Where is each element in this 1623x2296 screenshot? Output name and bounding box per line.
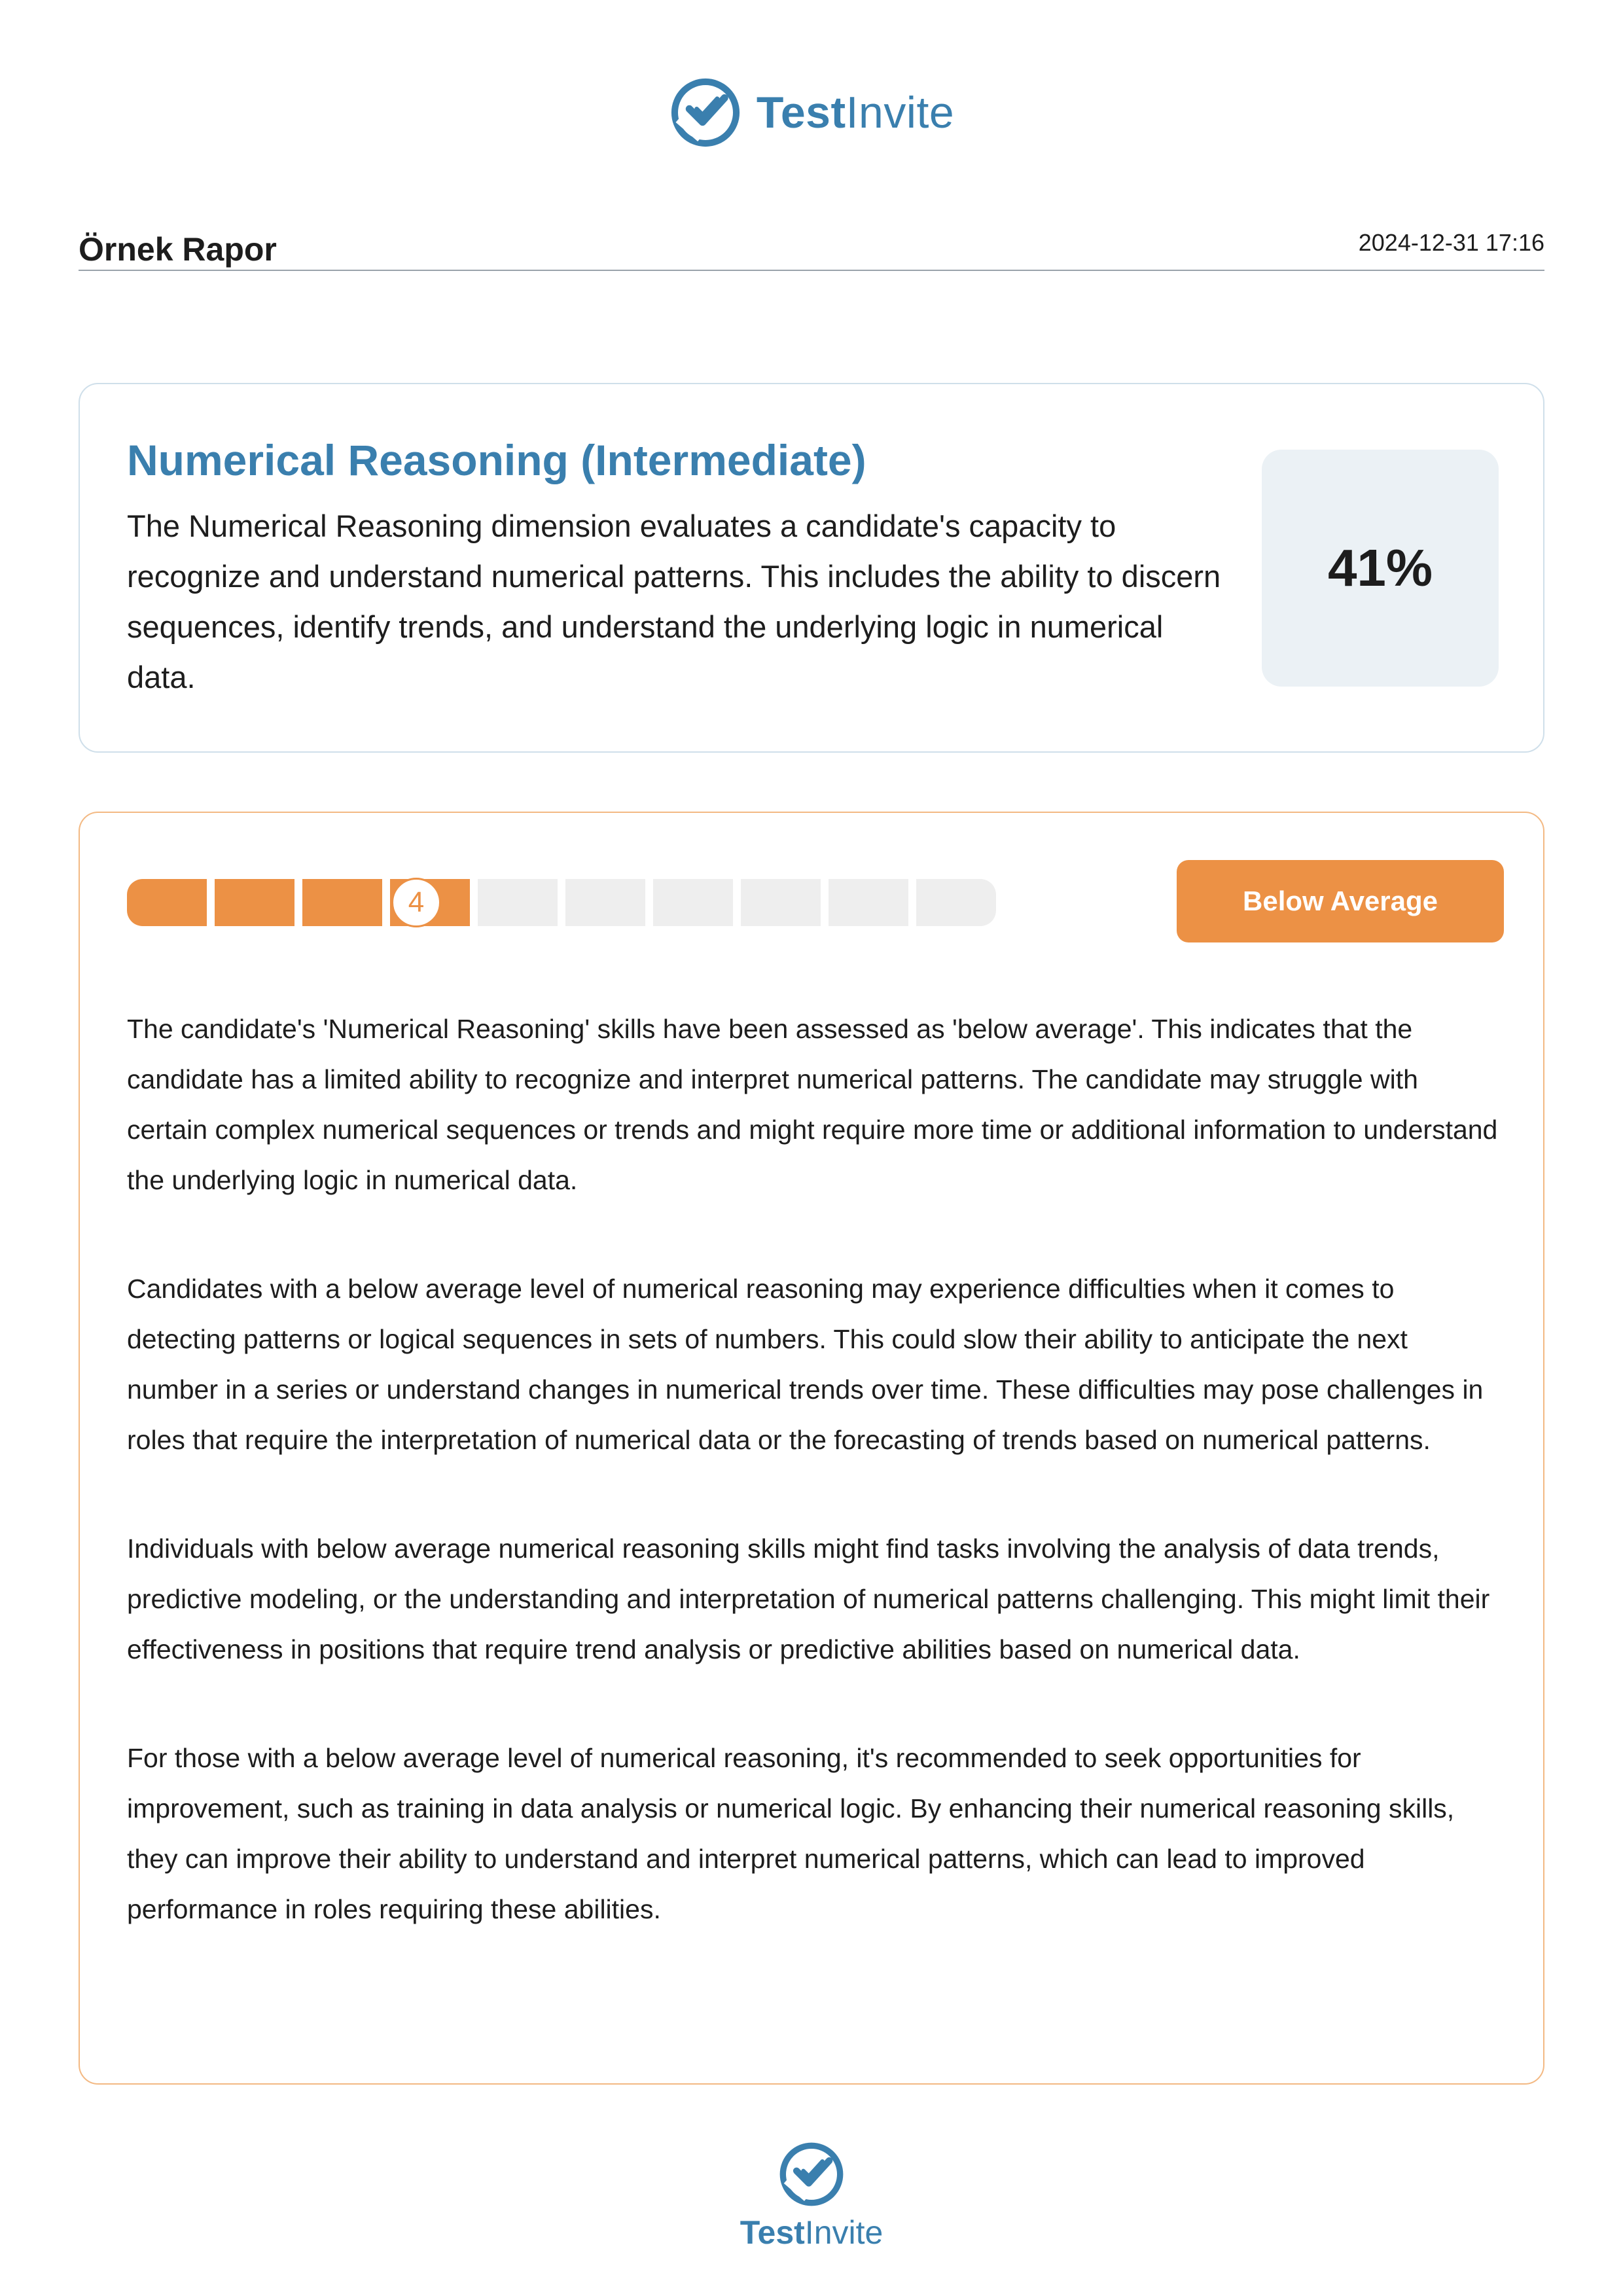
scale-segment	[302, 879, 382, 926]
score-box	[1262, 450, 1499, 687]
scale-segment	[565, 879, 645, 926]
header-logo	[0, 73, 1623, 152]
report-header	[79, 223, 1544, 268]
assessment-paragraph: For those with a below average level of numerical reasoning, it's recommended to seek opportunities for improvement, such as training in data analysis or numerical logic. By enhancing their numerical reasoning skills, they can improve their ability to understand and interpret numerical patterns, which can lead to improved performance in roles requiring these abilities.	[127, 1743, 1455, 1924]
level-badge: Below Average	[1177, 860, 1504, 942]
report-date: 2024-12-31 17:16	[1358, 229, 1544, 256]
scale-segment	[478, 879, 558, 926]
checkmark-badge-icon	[669, 76, 742, 149]
scale-segment	[916, 879, 996, 926]
dimension-description: The Numerical Reasoning dimension evaluates a candidate's capacity to recognize and understand numerical patterns. This includes the ability to discern sequences, identify trends, and understand the underlying logic in numerical data.	[127, 509, 1221, 694]
level-scale	[127, 879, 996, 926]
brand-wordmark: TestInvite	[756, 88, 955, 137]
assessment-paragraph: Individuals with below average numerical reasoning skills might find tasks involving the analysis of data trends, predictive modeling, or the understanding and interpretation of numerical patterns challenging. This might limit their effectiveness in positions that require trend analysis or predictive abilities based on numerical data.	[127, 1534, 1490, 1664]
dimension-title: Numerical Reasoning (Intermediate)	[127, 436, 866, 484]
scale-segment	[127, 879, 207, 926]
footer-logo	[0, 2140, 1623, 2251]
scale-segment	[829, 879, 908, 926]
header-divider	[79, 270, 1544, 271]
scale-current-marker: 4	[391, 878, 441, 927]
assessment-paragraph: Candidates with a below average level of numerical reasoning may experience difficulties when it comes to detecting patterns or logical sequences in sets of numbers. This could slow their ability to anticipate the next number in a series or understand changes in numerical trends over time. These difficulties may pose challenges in roles that require the interpretation of numerical data or the forecasting of trends based on numerical patterns.	[127, 1274, 1484, 1455]
score-value: 41%	[1327, 539, 1433, 597]
assessment-detail-card	[79, 812, 1544, 2085]
checkmark-badge-icon	[777, 2140, 846, 2208]
scale-segment	[653, 879, 733, 926]
assessment-paragraphs	[127, 1004, 1501, 1993]
footer-brand-wordmark: TestInvite	[740, 2214, 883, 2251]
scale-segment	[390, 879, 470, 926]
scale-segment	[741, 879, 821, 926]
assessment-paragraph: The candidate's 'Numerical Reasoning' skills have been assessed as 'below average'. This indicates that the candidate has a limited ability to recognize and interpret numerical patterns. The candidate may struggle with certain complex numerical sequences or trends and might require more time or additional information to understand the underlying logic in numerical data.	[127, 1014, 1498, 1195]
dimension-summary-card	[79, 383, 1544, 753]
scale-segment	[215, 879, 294, 926]
report-title: Örnek Rapor	[79, 231, 277, 268]
